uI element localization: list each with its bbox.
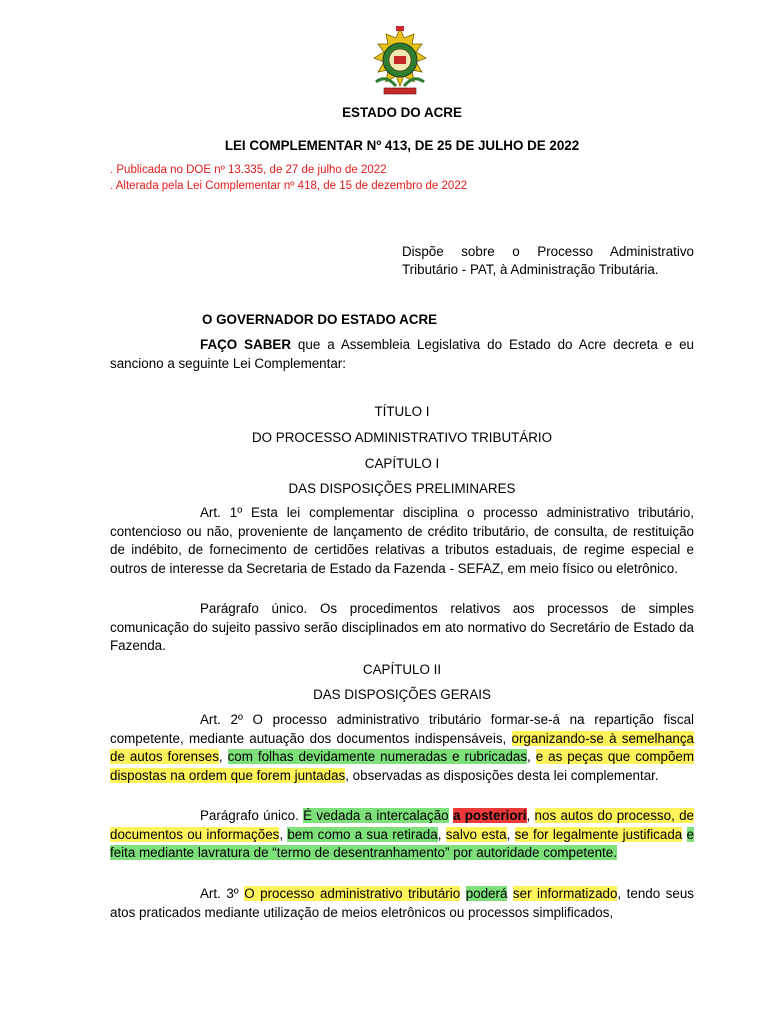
highlight-green: poderá xyxy=(465,886,508,901)
highlight-yellow: organizando-se à semelhança de autos forenses xyxy=(110,730,694,765)
titulo-heading: TÍTULO I xyxy=(374,404,430,419)
article-3-text: , tendo seus atos praticados mediante utilização de meios eletrônicos ou processos simplificados, xyxy=(110,886,694,920)
article-2-paragraph xyxy=(110,807,694,863)
article-2-text: , xyxy=(218,749,228,765)
article-2-text: , observadas as disposições desta lei complementar. xyxy=(345,767,659,783)
highlight-yellow: nos autos do processo, de documentos ou informações xyxy=(110,808,694,842)
article-3-text: Art. 3º xyxy=(200,886,245,901)
publication-note: . Publicada no DOE nº 13.335, de 27 de julho de 2022 xyxy=(110,164,387,176)
article-2-text: Art. 2º O processo administrativo tributário formar-se-á na repartição fiscal competente, mediante autuação dos documentos indispensáveis, xyxy=(110,712,694,746)
preamble-paragraph xyxy=(110,336,694,373)
highlight-yellow: O processo administrativo tributário xyxy=(244,886,461,901)
highlight-yellow: e as peças que compõem dispostas na ordem que forem juntadas xyxy=(110,749,695,783)
faco-saber-label: FAÇO SABER xyxy=(200,337,291,352)
chapter-2-name: DAS DISPOSIÇÕES GERAIS xyxy=(313,687,491,702)
article-2-paragraph-text xyxy=(682,827,686,842)
chapter-2-heading: CAPÍTULO II xyxy=(362,662,442,677)
article-2-paragraph-text: , xyxy=(437,826,446,842)
highlight-green: bem como a sua retirada xyxy=(287,826,438,842)
chapter-1-name: DAS DISPOSIÇÕES PRELIMINARES xyxy=(288,481,516,496)
article-2-paragraph-text: Parágrafo único. xyxy=(200,808,304,823)
article-1: Art. 1º Esta lei complementar disciplina o processo administrativo tributário, contencioso ou não, proveniente de lançamento de crédito tributário, de consulta, de restituição de indébito, de fornecimento de certidões relativas a tributos estaduais, de regime especial e outros de interesse da Secretaria de Estado da Fazenda - SEFAZ, em meio físico ou eletrônico. xyxy=(110,505,694,576)
titulo-name: DO PROCESSO ADMINISTRATIVO TRIBUTÁRIO xyxy=(251,430,553,445)
highlight-yellow: se for legalmente justificada xyxy=(514,826,683,842)
article-1-paragraph: Parágrafo único. Os procedimentos relativos aos processos de simples comunicação do sujeito passivo serão disciplinados em ato normativo do Secretário de Estado da Fazenda. xyxy=(110,601,694,654)
state-heading: ESTADO DO ACRE xyxy=(342,105,462,120)
highlight-yellow: ser informatizado xyxy=(512,886,618,901)
governor-heading: O GOVERNADOR DO ESTADO ACRE xyxy=(202,312,438,327)
highlight-green: e feita mediante lavratura de “termo de desentranhamento” por autoridade competente. xyxy=(110,826,694,861)
article-3-text xyxy=(460,886,466,901)
article-2 xyxy=(110,711,694,785)
law-title: LEI COMPLEMENTAR Nº 413, DE 25 DE JULHO DE 2022 xyxy=(224,138,580,153)
article-2-paragraph-text: , xyxy=(526,808,535,823)
highlight-green: É vedada a intercalação xyxy=(303,808,449,823)
highlight-red: a posteriori xyxy=(452,808,527,823)
chapter-1-heading: CAPÍTULO I xyxy=(364,456,440,471)
state-coat-of-arms-icon xyxy=(366,26,434,100)
preamble-text: que a Assembleia Legislativa do Estado do Acre decreta e eu sanciono a seguinte Lei Complementar: xyxy=(110,337,694,371)
article-2-text: , xyxy=(527,749,536,765)
article-2-paragraph-text: , xyxy=(279,826,288,842)
article-2-paragraph-text: , xyxy=(506,826,515,842)
highlight-yellow: salvo esta xyxy=(445,826,507,842)
article-3 xyxy=(110,885,694,922)
amendment-note: . Alterada pela Lei Complementar nº 418, de 15 de dezembro de 2022 xyxy=(110,180,468,192)
highlight-green: com folhas devidamente numeradas e rubricadas xyxy=(227,749,528,765)
ementa: Dispõe sobre o Processo Administrativo Tributário - PAT, à Administração Tributária. xyxy=(402,244,694,277)
